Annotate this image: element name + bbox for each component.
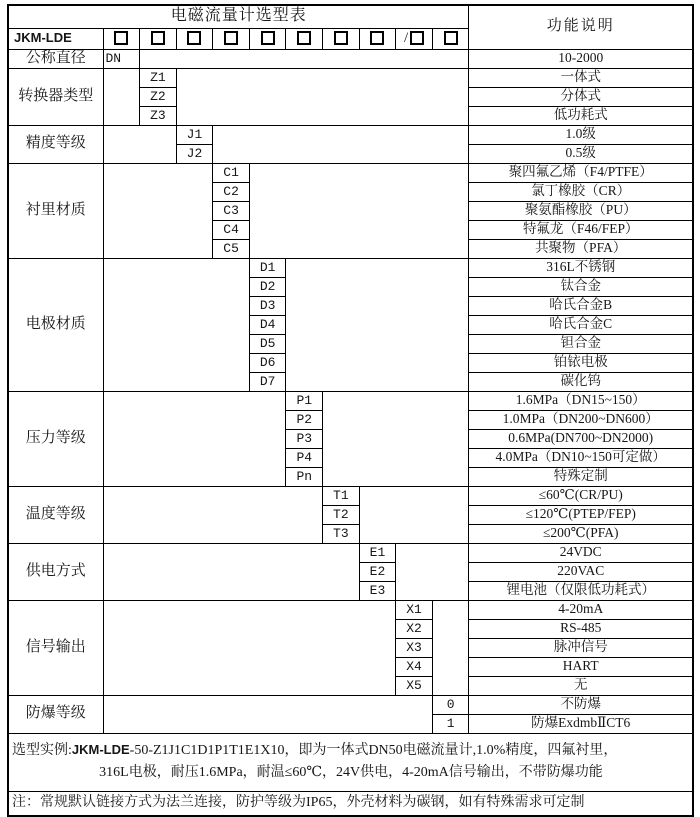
- function-desc: 哈氏合金C: [469, 315, 693, 334]
- checkbox-icon[interactable]: [114, 31, 128, 45]
- code-cell: D2: [249, 277, 286, 296]
- code-cell: DN: [103, 49, 140, 68]
- code-cell: C2: [213, 182, 250, 201]
- function-desc: 钽合金: [469, 334, 693, 353]
- code-cell: Z3: [140, 106, 177, 125]
- checkbox-cell: [213, 28, 250, 49]
- function-desc: RS-485: [469, 619, 693, 638]
- code-cell: D6: [249, 353, 286, 372]
- function-desc: 哈氏合金B: [469, 296, 693, 315]
- function-desc: 不防爆: [469, 695, 693, 714]
- code-cell: T2: [323, 505, 360, 524]
- code-cell: E3: [359, 581, 396, 600]
- code-cell: C5: [213, 239, 250, 258]
- code-cell: J2: [176, 144, 213, 163]
- function-desc: 1.6MPa（DN15~150）: [469, 391, 693, 410]
- checkbox-icon[interactable]: [297, 31, 311, 45]
- checkbox-icon[interactable]: [261, 31, 275, 45]
- code-cell: E2: [359, 562, 396, 581]
- code-cell: C4: [213, 220, 250, 239]
- group-label-explosion: 防爆等级: [8, 695, 103, 733]
- code-cell: D7: [249, 372, 286, 391]
- function-desc: 氯丁橡胶（CR）: [469, 182, 693, 201]
- spacer-cell: [103, 600, 396, 695]
- function-desc: 碳化钨: [469, 372, 693, 391]
- code-cell: C3: [213, 201, 250, 220]
- note-row: 注：常规默认链接方式为法兰连接，防护等级为IP65，外壳材料为碳钢，如有特殊需求可定制: [8, 791, 693, 816]
- function-column-header: 功能说明: [469, 5, 693, 49]
- checkbox-icon[interactable]: [151, 31, 165, 45]
- function-desc: 10-2000: [469, 49, 693, 68]
- group-label-electrode: 电极材质: [8, 258, 103, 391]
- spacer-cell: [432, 600, 469, 695]
- code-cell: T1: [323, 486, 360, 505]
- checkbox-icon[interactable]: [370, 31, 384, 45]
- example-prefix: 选型实例:: [12, 743, 72, 759]
- code-cell: D5: [249, 334, 286, 353]
- spacer-cell: [103, 163, 213, 258]
- checkbox-icon[interactable]: [187, 31, 201, 45]
- group-label-power: 供电方式: [8, 543, 103, 600]
- spacer-cell: [103, 125, 176, 163]
- code-cell: E1: [359, 543, 396, 562]
- function-desc: 特殊定制: [469, 467, 693, 486]
- code-cell: Pn: [286, 467, 323, 486]
- function-desc: 0.5级: [469, 144, 693, 163]
- function-desc: ≤120℃(PTEP/FEP): [469, 505, 693, 524]
- function-desc: 1.0级: [469, 125, 693, 144]
- function-desc: 脉冲信号: [469, 638, 693, 657]
- function-desc: 防爆ExdmbⅡCT6: [469, 714, 693, 733]
- function-desc: HART: [469, 657, 693, 676]
- function-desc: 聚四氟乙烯（F4/PTFE）: [469, 163, 693, 182]
- example-text: -50-Z1J1C1D1P1T1E1X10，即为一体式DN50电磁流量计,1.0%精度，四氟衬里，: [129, 743, 618, 759]
- function-desc: 钛合金: [469, 277, 693, 296]
- table-title: 电磁流量计选型表: [8, 5, 469, 28]
- spacer-cell: [103, 486, 323, 543]
- function-desc: 4-20mA: [469, 600, 693, 619]
- spacer-cell: [213, 125, 469, 163]
- code-cell: P2: [286, 410, 323, 429]
- code-cell: D1: [249, 258, 286, 277]
- code-cell: C1: [213, 163, 250, 182]
- group-label-converter: 转换器类型: [8, 68, 103, 125]
- code-cell: 1: [432, 714, 469, 733]
- checkbox-icon[interactable]: [410, 31, 424, 45]
- spacer-cell: [103, 68, 140, 125]
- code-cell: X2: [396, 619, 433, 638]
- spacer-cell: [286, 258, 469, 391]
- function-desc: 特氟龙（F46/FEP）: [469, 220, 693, 239]
- code-cell: X5: [396, 676, 433, 695]
- code-cell: P1: [286, 391, 323, 410]
- example-line-1: [12, 740, 690, 762]
- group-label-signal: 信号输出: [8, 600, 103, 695]
- checkbox-cell: [396, 28, 433, 49]
- function-desc: 316L不锈钢: [469, 258, 693, 277]
- example-model: JKM-LDE: [71, 742, 130, 758]
- selection-table: [7, 4, 694, 817]
- spacer-cell: [249, 163, 469, 258]
- function-desc: 24VDC: [469, 543, 693, 562]
- group-label-accuracy: 精度等级: [8, 125, 103, 163]
- code-cell: P3: [286, 429, 323, 448]
- function-desc: 4.0MPa（DN10~150可定做）: [469, 448, 693, 467]
- checkbox-cell: [103, 28, 140, 49]
- spacer-cell: [103, 391, 286, 486]
- checkbox-cell: [432, 28, 469, 49]
- checkbox-cell: [176, 28, 213, 49]
- code-cell: X4: [396, 657, 433, 676]
- code-cell: X3: [396, 638, 433, 657]
- function-desc: ≤60℃(CR/PU): [469, 486, 693, 505]
- function-desc: 0.6MPa(DN700~DN2000): [469, 429, 693, 448]
- slash-mark: /: [403, 29, 409, 46]
- checkbox-icon[interactable]: [444, 31, 458, 45]
- code-cell: X1: [396, 600, 433, 619]
- checkbox-cell: [140, 28, 177, 49]
- spacer-cell: [103, 543, 359, 600]
- group-label-pressure: 压力等级: [8, 391, 103, 486]
- group-label-temperature: 温度等级: [8, 486, 103, 543]
- function-desc: 无: [469, 676, 693, 695]
- selection-sheet: [7, 4, 694, 817]
- function-desc: 1.0MPa（DN200~DN600）: [469, 410, 693, 429]
- function-desc: ≤200℃(PFA): [469, 524, 693, 543]
- function-desc: 一体式: [469, 68, 693, 87]
- spacer-cell: [359, 486, 469, 543]
- code-cell: J1: [176, 125, 213, 144]
- code-cell: P4: [286, 448, 323, 467]
- spacer-cell: [140, 49, 469, 68]
- function-desc: 分体式: [469, 87, 693, 106]
- checkbox-cell: [286, 28, 323, 49]
- checkbox-icon[interactable]: [224, 31, 238, 45]
- function-desc: 低功耗式: [469, 106, 693, 125]
- function-desc: 铂铱电极: [469, 353, 693, 372]
- group-label-lining: 衬里材质: [8, 163, 103, 258]
- model-prefix: JKM-LDE: [14, 29, 72, 45]
- spacer-cell: [396, 543, 469, 600]
- code-cell: Z1: [140, 68, 177, 87]
- checkbox-cell: [359, 28, 396, 49]
- code-cell: Z2: [140, 87, 177, 106]
- code-cell: D4: [249, 315, 286, 334]
- example-row: [8, 733, 693, 791]
- checkbox-cell: [323, 28, 360, 49]
- example-line-2: 316L电极，耐压1.6MPa，耐温≤60℃，24V供电，4-20mA信号输出，不带防爆功能: [99, 765, 603, 780]
- function-desc: 220VAC: [469, 562, 693, 581]
- code-cell: T3: [323, 524, 360, 543]
- checkbox-cell: [249, 28, 286, 49]
- spacer-cell: [103, 258, 249, 391]
- code-cell: 0: [432, 695, 469, 714]
- function-desc: 共聚物（PFA）: [469, 239, 693, 258]
- checkbox-icon[interactable]: [334, 31, 348, 45]
- spacer-cell: [323, 391, 469, 486]
- spacer-cell: [176, 68, 469, 125]
- group-label-diameter: 公称直径: [8, 49, 103, 68]
- function-desc: 聚氨酯橡胶（PU）: [469, 201, 693, 220]
- spacer-cell: [103, 695, 432, 733]
- function-desc: 锂电池（仅限低功耗式）: [469, 581, 693, 600]
- code-cell: D3: [249, 296, 286, 315]
